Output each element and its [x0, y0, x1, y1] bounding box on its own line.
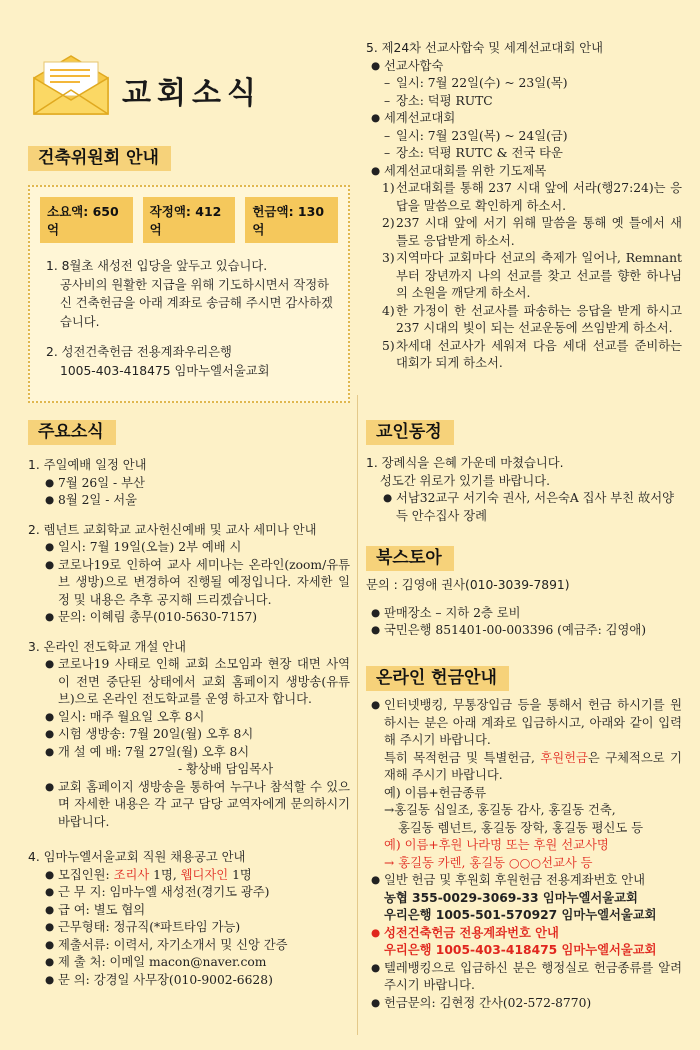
offering-ex: 예) 이름+헌금종류 [384, 785, 487, 800]
offering-section [366, 660, 682, 1012]
news-4-b7: ● 문 의: 강경일 사무장(010-9002-6628) [28, 972, 350, 990]
page-title: 교회소식 [122, 76, 262, 111]
conf-p3 [366, 250, 682, 303]
envelope-icon [30, 52, 112, 118]
offering-title: 온라인 헌금안내 [366, 660, 509, 691]
building-box [28, 185, 350, 403]
conf-p5-num: 5) [382, 338, 395, 353]
offering-ex2: →홍길동 십일조, 홍길동 감사, 홍길동 건축, [384, 803, 616, 817]
news-item-2 [28, 522, 350, 627]
conf-p2-text: 237 시대 앞에 서기 위해 말씀을 통해 옛 틀에서 새 틀로 응답받게 하소서. [396, 216, 682, 248]
news-3-b5: ● 교회 홈페이지 생방송을 통하여 누구나 참석할 수 있으며 자세한 내용은 각 교구 담당 교역자에게 문의하시기 바랍니다. [28, 779, 350, 832]
members-section [366, 414, 682, 525]
conf-p4-text: 한 가정이 한 선교사를 파송하는 응답을 받게 하시고 237 시대의 빛이 되는 선교운동에 쓰임받게 하소서. [396, 303, 682, 335]
news-1-b2: ● 8월 2일 - 서울 [28, 492, 350, 510]
news-title: 주요소식 [28, 414, 116, 445]
news-4-b4: ● 근무형태: 정규직(*파트타임 가능) [28, 919, 350, 937]
recruit-sep: 1명, [149, 867, 181, 882]
building-item-1: 1. 8월초 새성전 입당을 앞두고 있습니다. [46, 259, 268, 273]
conf-p5-text: 차세대 선교사가 세워져 다음 세대 선교를 준비하는 대회가 되게 하소서. [396, 338, 682, 370]
offering-b5: ● 헌금문의: 김현정 간사(02-572-8770) [366, 995, 682, 1013]
news-4-b5: ● 제출서류: 이력서, 자기소개서 및 신앙 간증 [28, 937, 350, 955]
news-item-4 [28, 849, 350, 989]
offering-ex4: 예) 이름+후원 나라명 또는 후원 선교사명 [384, 838, 609, 852]
news-4-recruit [28, 867, 350, 885]
conf-p2 [366, 215, 682, 250]
bookstore-section [366, 540, 682, 640]
conf-a: ● 선교사합숙 [366, 58, 682, 76]
recruit-cook: 조리사 [113, 867, 150, 882]
offering-b2: ● 일반 헌금 및 후원회 후원헌금 전용계좌번호 안내 [366, 872, 682, 890]
building-account: 1005-403-418475 임마누엘서울교회 [60, 363, 270, 378]
conf-p3-num: 3) [382, 251, 395, 265]
conf-p5 [366, 338, 682, 373]
recruit-count: 1명 [228, 867, 252, 882]
offering-acc2: 우리은행 1005-501-570927 임마누엘서울교회 [384, 908, 657, 922]
building-section [28, 140, 350, 403]
news-4-b2: ● 근 무 지: 임마누엘 새성전(경기도 광주) [28, 884, 350, 902]
conf-head: 5. 제24차 선교사합숙 및 세계선교대회 안내 [366, 41, 603, 55]
conf-b1: – 일시: 7월 23일(목) ~ 24일(금) [366, 128, 682, 146]
news-3-b1: ● 코로나19 사태로 인해 교회 소모임과 현장 대면 사역이 전면 중단된 상태에서 교회 홈페이지 생방송(유튜브)으로 온라인 전도학교를 운영 하고자 합니다. [28, 656, 350, 709]
column-divider [357, 395, 358, 1035]
conf-p3-text: 지역마다 교회마다 선교의 축제가 일어나, Remnant부터 장년까지 나의 선교를 찾고 선교를 향한 하나님의 소원을 깨닫게 하소서. [396, 251, 682, 300]
conf-c: ● 세계선교대회를 위한 기도제목 [366, 163, 682, 181]
offering-acc1: 농협 355-0029-3069-33 임마누엘서울교회 [384, 890, 638, 905]
news-3-b3: ● 시험 생방송: 7월 20일(월) 오후 8시 [28, 726, 350, 744]
offering-b1b-2: 은 구체적으로 기재해 주시기 바랍니다. [384, 750, 682, 782]
conf-a1: – 일시: 7월 22일(수) ~ 23일(목) [366, 75, 682, 93]
building-item-2: 2. 성전건축헌금 전용계좌우리은행 [46, 345, 232, 359]
bookstore-title: 북스토아 [366, 540, 454, 571]
news-4-b3: ● 급 여: 별도 협의 [28, 902, 350, 920]
tag-offered: 헌금액: 130억 [245, 197, 338, 243]
building-title: 건축위원회 안내 [28, 140, 171, 171]
conf-b: ● 세계선교대회 [366, 110, 682, 128]
news-item-3 [28, 639, 350, 832]
news-4-head: 4. 임마누엘서울교회 직원 채용공고 안내 [28, 850, 246, 864]
news-2-b3: ● 문의: 이혜림 총무(010-5630-7157) [28, 609, 350, 627]
conf-p1-num: 1) [382, 181, 395, 195]
building-item-1-detail: 공사비의 원활한 지급을 위해 기도하시면서 작정하신 건축헌금을 아래 계좌로 송금해 주시면 감사하겠습니다. [60, 277, 333, 329]
page-header [30, 48, 330, 128]
news-3-b4b: - 황상배 담임목사 [178, 762, 274, 776]
offering-ex3: 홍길동 렘넌트, 홍길동 장학, 홍길동 평신도 등 [398, 820, 644, 835]
conf-p4 [366, 303, 682, 338]
tag-required: 소요액: 650억 [40, 197, 133, 243]
recruit-label: 모집인원: [58, 867, 114, 882]
building-tags [40, 197, 338, 243]
offering-acc3: 우리은행 1005-403-418475 임마누엘서울교회 [384, 943, 657, 957]
news-2-b2: ● 코로나19로 인하여 교사 세미나는 온라인(zoom/유튜브 생방)으로 변경하여 진행될 예정입니다. 자세한 일정 및 내용은 추후 공지해 드리겠습니다. [28, 557, 350, 610]
bookstore-b2: ● 국민은행 851401-00-003396 (예금주: 김영애) [366, 622, 682, 640]
conference-section [366, 40, 682, 373]
conf-a2: – 장소: 덕평 RUTC [366, 93, 682, 111]
offering-b1b-red: 후원헌금 [540, 750, 588, 765]
members-l1: 1. 장례식을 은혜 가운데 마쳤습니다. [366, 456, 564, 470]
offering-ex5: → 홍길동 카렌, 홍길동 ○○○선교사 등 [384, 855, 593, 870]
news-4-b6: ● 제 출 처: 이메일 macon@naver.com [28, 954, 350, 972]
offering-b1b-1: 특히 목적헌금 및 특별헌금, [384, 750, 541, 765]
conf-p2-num: 2) [382, 216, 395, 230]
news-2-b1: ● 일시: 7월 19일(오늘) 2부 예배 시 [28, 539, 350, 557]
news-3-head: 3. 온라인 전도학교 개설 안내 [28, 639, 187, 654]
members-b1: ● 서남32교구 서기숙 권사, 서은숙A 집사 부친 故서양득 안수집사 장례 [366, 490, 682, 525]
news-section [28, 414, 350, 1001]
offering-b1b [366, 750, 682, 785]
news-3-b4: ● 개 설 예 배: 7월 27일(월) 오후 8시 [28, 744, 350, 762]
news-2-head: 2. 렘넌트 교회학교 교사헌신예배 및 교사 세미나 안내 [28, 522, 317, 537]
offering-b4: ● 텔레뱅킹으로 입금하신 분은 행정실로 헌금종류를 알려주시기 바랍니다. [366, 960, 682, 995]
conf-b2: – 장소: 덕평 RUTC & 전국 타운 [366, 145, 682, 163]
news-1-b1: ● 7월 26일 - 부산 [28, 475, 350, 493]
offering-b3: ● 성전건축헌금 전용계좌번호 안내 [366, 925, 682, 943]
bookstore-contact: 문의 : 김영애 권사(010-3039-7891) [366, 578, 570, 592]
conf-p1 [366, 180, 682, 215]
tag-pledged: 작정액: 412억 [143, 197, 236, 243]
bookstore-b1: ● 판매장소 – 지하 2층 로비 [366, 605, 682, 623]
conf-p4-num: 4) [382, 303, 395, 318]
news-3-b2: ● 일시: 매주 월요일 오후 8시 [28, 709, 350, 727]
members-l2: 성도간 위로가 있기를 바랍니다. [380, 473, 551, 488]
recruit-web: 웹디자인 [180, 867, 229, 882]
news-item-1 [28, 457, 350, 510]
conf-p1-text: 선교대회를 통해 237 시대 앞에 서라(행27:24)는 응답을 말씀으로 확인하게 하소서. [396, 181, 682, 213]
news-1-head: 1. 주일예배 일정 안내 [28, 458, 147, 472]
members-title: 교인동정 [366, 414, 454, 445]
offering-b1: ● 인터넷뱅킹, 무통장입금 등을 통해서 헌금 하시기를 원하시는 분은 아래 계좌로 입금하시고, 아래와 같이 입력해 주시기 바랍니다. [366, 697, 682, 750]
